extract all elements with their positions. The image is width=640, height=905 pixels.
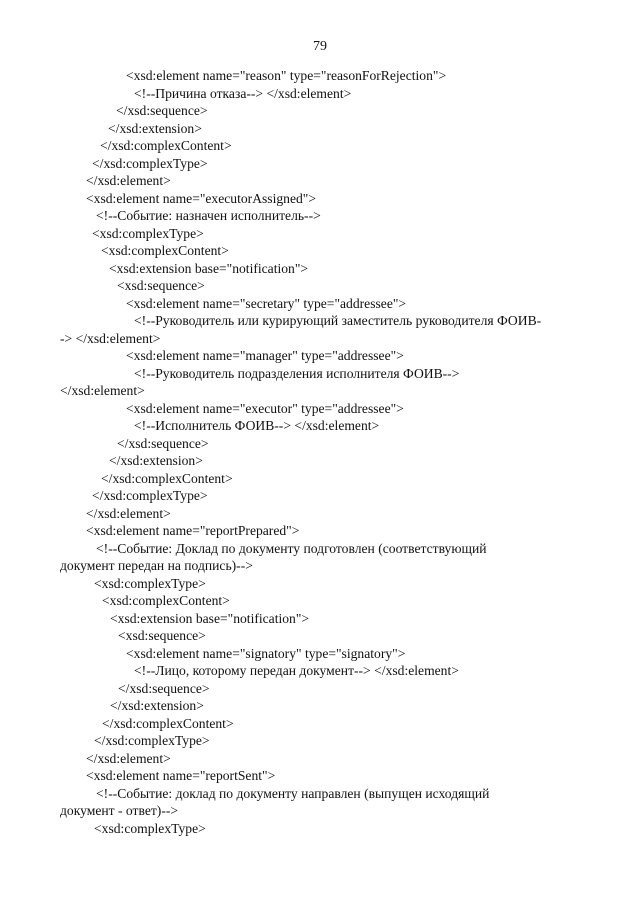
code-line: </xsd:complexType> <box>92 488 208 503</box>
code-line: </xsd:complexContent> <box>102 716 234 731</box>
code-line: </xsd:extension> <box>109 453 203 468</box>
code-line: <!--Руководитель или курирующий заместитель руководителя ФОИВ- <box>134 313 542 328</box>
code-line: <xsd:element name="secretary" type="addressee"> <box>126 296 407 311</box>
code-line: <!--Исполнитель ФОИВ--> </xsd:element> <box>134 418 380 433</box>
code-line: <!--Событие: Доклад по документу подготовлен (соответствующий <box>96 541 487 556</box>
code-line: </xsd:complexType> <box>94 733 210 748</box>
code-line: <xsd:complexType> <box>94 576 206 591</box>
code-line: документ передан на подпись)--> <box>60 558 253 573</box>
code-line: </xsd:sequence> <box>118 681 210 696</box>
page-number: 79 <box>313 39 327 54</box>
code-line: <xsd:element name="reportPrepared"> <box>86 523 300 538</box>
code-line: </xsd:extension> <box>108 121 202 136</box>
code-line: </xsd:element> <box>60 383 145 398</box>
code-line: <xsd:complexType> <box>94 821 206 836</box>
code-line: <xsd:complexType> <box>92 226 204 241</box>
code-line: <!--Руководитель подразделения исполнителя ФОИВ--> <box>134 366 460 381</box>
code-line: <!--Причина отказа--> </xsd:element> <box>134 86 352 101</box>
code-line: <xsd:element name="signatory" type="signatory"> <box>126 646 406 661</box>
code-line: </xsd:complexContent> <box>101 471 233 486</box>
code-line: <xsd:sequence> <box>118 628 206 643</box>
code-line: документ - ответ)--> <box>60 803 179 818</box>
code-line: </xsd:element> <box>86 173 171 188</box>
code-line: <!--Событие: назначен исполнитель--> <box>96 208 321 223</box>
code-line: <!--Событие: доклад по документу направлен (выпущен исходящий <box>96 786 490 801</box>
code-line: </xsd:sequence> <box>116 103 208 118</box>
code-line: <xsd:complexContent> <box>101 243 229 258</box>
code-line: </xsd:sequence> <box>117 436 209 451</box>
code-line: </xsd:element> <box>86 506 171 521</box>
code-line: <xsd:element name="reason" type="reasonForRejection"> <box>126 68 447 83</box>
code-line: </xsd:complexType> <box>92 156 208 171</box>
code-line: <xsd:extension base="notification"> <box>110 611 310 626</box>
code-line: </xsd:complexContent> <box>100 138 232 153</box>
code-line: <xsd:element name="manager" type="addressee"> <box>126 348 404 363</box>
code-line: </xsd:extension> <box>110 698 204 713</box>
code-line: <xsd:complexContent> <box>102 593 230 608</box>
code-line: -> </xsd:element> <box>60 331 161 346</box>
code-line: <xsd:sequence> <box>117 278 205 293</box>
code-line: <xsd:element name="executorAssigned"> <box>86 191 317 206</box>
code-line: <!--Лицо, которому передан документ--> </xsd:element> <box>134 663 459 678</box>
code-line: </xsd:element> <box>86 751 171 766</box>
code-line: <xsd:element name="executor" type="addressee"> <box>126 401 404 416</box>
code-line: <xsd:element name="reportSent"> <box>86 768 276 783</box>
code-line: <xsd:extension base="notification"> <box>109 261 309 276</box>
